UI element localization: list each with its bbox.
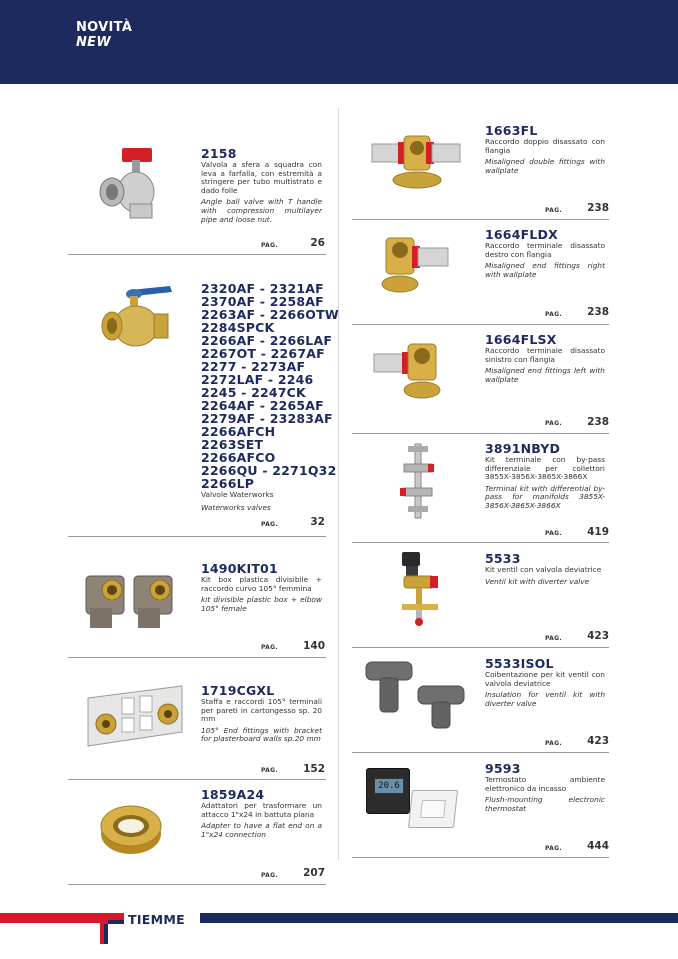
page-number: 423	[587, 630, 609, 642]
product-desc-it: Kit box plastica divisibile + raccordo curvo 105° femmina	[201, 575, 322, 593]
product-desc-it: Valvola a sfera a squadra con leva a farfalla, con estremità a stringere per tubo multistrato e dado folle	[201, 160, 322, 195]
page-label: PAG.	[545, 207, 562, 214]
double-fitting-image	[370, 128, 462, 192]
product-desc-it: Kit ventil con valvola deviatrice	[485, 565, 602, 574]
product-code: 3891NBYD	[485, 441, 561, 456]
divider	[68, 884, 326, 885]
thermostat-display	[374, 778, 404, 794]
page-label: PAG.	[545, 740, 562, 747]
product-5533isol	[485, 657, 605, 708]
divider	[68, 536, 326, 537]
product-5533	[485, 552, 605, 586]
product-desc-en: Waterworks valves	[201, 502, 271, 512]
page-number: 444	[587, 840, 609, 852]
product-code: 1664FLDX	[485, 227, 558, 242]
product-code: 2158	[201, 146, 237, 161]
product-code: 1719CGXL	[201, 683, 275, 698]
divider	[68, 779, 326, 780]
product-desc-it: Raccordo terminale disassato destro con flangia	[485, 241, 605, 259]
product-code: 5533	[485, 551, 521, 566]
product-1664flsx	[485, 333, 605, 384]
insulation-shell-image	[364, 658, 466, 730]
divider	[352, 647, 609, 648]
thermostat-black	[366, 768, 410, 814]
page-number: 26	[310, 237, 325, 249]
page-number: 238	[587, 416, 609, 428]
divider	[352, 219, 609, 220]
product-code: 1663FL	[485, 123, 538, 138]
page-number: 238	[587, 202, 609, 214]
ventil-kit-image	[396, 550, 448, 628]
page-number: 140	[303, 640, 325, 652]
thermostat-white	[408, 790, 458, 828]
adapter-ring-image	[98, 800, 164, 858]
thermostat-reading: 20.6	[378, 781, 400, 791]
product-code: 9593	[485, 761, 521, 776]
divider	[352, 542, 609, 543]
product-desc-it: Kit terminale con by-pass differenziale per collettori 3855X-3856X-3865X-3866X	[485, 455, 605, 482]
product-code: 1664FLSX	[485, 332, 557, 347]
product-desc-en: Ventil kit with diverter valve	[485, 576, 590, 586]
product-1664fldx	[485, 228, 605, 279]
product-desc-en: Insulation for ventil kit with diverter valve	[485, 690, 605, 708]
bracket-fittings-image	[84, 684, 186, 750]
page-label: PAG.	[545, 420, 562, 427]
angle-ball-valve-image	[98, 144, 164, 222]
page-label: PAG.	[261, 767, 278, 774]
product-desc-it: Staffa e raccordi 105° terminali per pareti in cartongesso sp. 20 mm	[201, 697, 322, 724]
product-desc-it: Coibentazione per kit ventil con valvola deviatrice	[485, 670, 605, 688]
product-9593	[485, 762, 605, 813]
page-label: PAG.	[261, 644, 278, 651]
end-fitting-left-image	[372, 338, 448, 402]
page-number: 32	[310, 516, 325, 528]
page-number: 238	[587, 306, 609, 318]
page-number: 423	[587, 735, 609, 747]
divider	[68, 254, 326, 255]
product-code: 5533ISOL	[485, 656, 554, 671]
thermostat-image	[366, 768, 462, 830]
product-desc-en: kit divisible plastic box + elbow 105° female	[201, 595, 322, 613]
page-number: 207	[303, 867, 325, 879]
brand-name: TIEMME	[128, 912, 185, 927]
product-desc-it: Raccordo doppio disassato con flangia	[485, 137, 605, 155]
product-desc-en: Angle ball valve with T handle with compression multilayer pipe and loose nut.	[201, 197, 322, 224]
product-1859a24	[201, 788, 322, 839]
product-desc-it: Valvole Waterworks	[201, 490, 274, 499]
product-desc-en: 105° End fittings with bracket for plasterboard walls sp.20 mm	[201, 725, 322, 744]
divider	[352, 857, 609, 858]
page-label: PAG.	[545, 530, 562, 537]
header-title-en: NEW	[76, 35, 111, 50]
product-2158	[201, 147, 322, 224]
footer-red-stripe	[0, 913, 100, 923]
page-number: 419	[587, 526, 609, 538]
product-code: 2320AF - 2321AF 2370AF - 2258AF 2263AF - 2266OTW 2284SPCK 2266AF - 2266LAF 2267OT - 2267AF 2277 - 2273AF 2272LAF - 2246 2245 - 2247CK 2264AF - 2265AF 2279AF - 23283AF 2266AFCH 2263SET 2266AFCO 2266QU - 2271Q32 2266LP	[201, 281, 339, 491]
plastic-box-elbow-image	[82, 568, 180, 630]
page-label: PAG.	[261, 521, 278, 528]
page-label: PAG.	[545, 311, 562, 318]
divider	[352, 324, 609, 325]
product-code: 1859A24	[201, 787, 265, 802]
tiemme-logo-icon	[86, 912, 126, 946]
product-1663fl	[485, 124, 605, 175]
divider	[352, 752, 609, 753]
product-desc-it: Termostato ambiente elettronico da incasso	[485, 775, 605, 793]
product-waterworks	[201, 282, 341, 512]
product-desc-en: Terminal kit with differential by-pass for manifolds 3855X-3856X-3865X-3866X	[485, 483, 605, 510]
product-3891nbyd	[485, 442, 605, 511]
product-1719cgxl	[201, 684, 322, 744]
product-desc-it: Raccordo terminale disassato sinistro con flangia	[485, 346, 605, 364]
page-label: PAG.	[545, 635, 562, 642]
page-label: PAG.	[545, 845, 562, 852]
footer-navy-stripe	[200, 913, 678, 923]
divider	[68, 657, 326, 658]
product-1490kit01	[201, 562, 322, 613]
product-desc-en: Adapter to have a flat end on a 1"x24 connection	[201, 821, 322, 839]
page-number: 152	[303, 763, 325, 775]
end-fitting-right-image	[380, 232, 452, 296]
page-label: PAG.	[261, 242, 278, 249]
page-label: PAG.	[261, 872, 278, 879]
bypass-kit-image	[398, 442, 438, 520]
header-banner	[0, 0, 678, 84]
header-title-it: NOVITÀ	[76, 20, 133, 35]
product-desc-en: Misaligned end fittings left with wallplate	[485, 366, 605, 384]
product-desc-en: Misaligned end fittings right with wallplate	[485, 261, 605, 279]
product-desc-en: Flush-mounting electronic thermostat	[485, 795, 605, 813]
ball-valve-image	[100, 282, 176, 354]
product-desc-en: Misaligned double fittings with wallplate	[485, 157, 605, 175]
product-desc-it: Adattatori per trasformare un attacco 1"x24 in battuta piana	[201, 801, 322, 819]
product-code: 1490KIT01	[201, 561, 278, 576]
divider	[352, 433, 609, 434]
